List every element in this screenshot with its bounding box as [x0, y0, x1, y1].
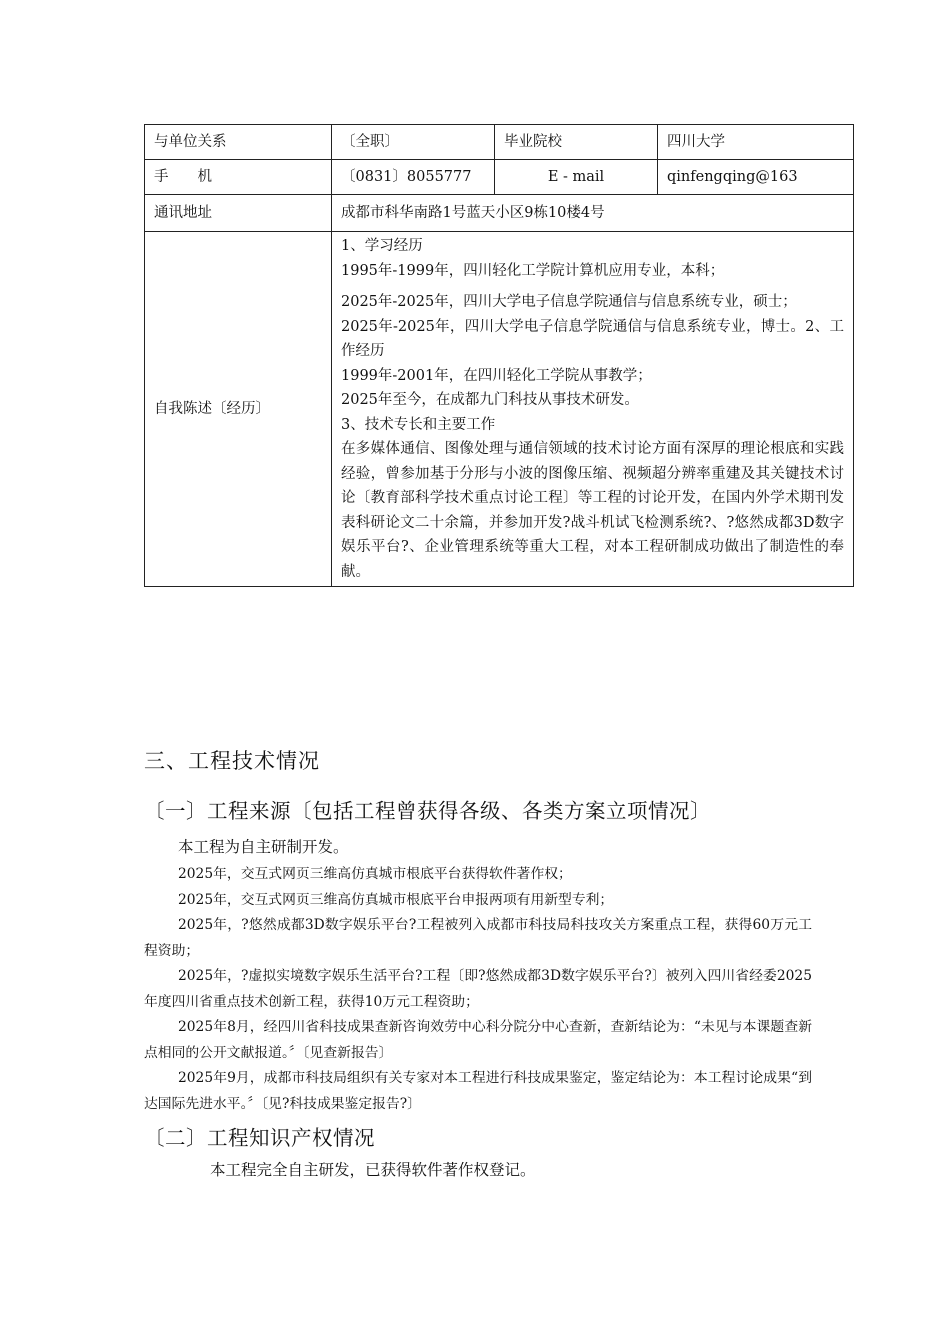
paragraph: 2025年，?虚拟实境数字娱乐生活平台?工程〔即?悠然成都3D数字娱乐平台?〕被列入四川省经委2025年度四川省重点技术创新工程，获得10万元工程资助； — [144, 968, 812, 1010]
personal-info-table — [144, 124, 854, 587]
school-value: 四川大学 — [658, 125, 854, 160]
resume-line: 2025年至今，在成都九门科技从事技术研发。 — [341, 392, 639, 408]
paragraph: 2025年，交互式网页三维高仿真城市根底平台申报两项有用新型专利； — [178, 891, 614, 908]
resume-line: 2025年-2025年，四川大学电子信息学院通信与信息系统专业，博士。2、工作经历 — [341, 318, 844, 359]
subsection-title: 〔二〕工程知识产权情况 — [144, 1126, 375, 1150]
address-value: 成都市科华南路1号蓝天小区9栋10楼4号 — [332, 195, 854, 232]
email-value: qinfengqing@163 — [658, 160, 854, 195]
section-title: 三、工程技术情况 — [144, 749, 320, 773]
resume-line: 1995年-1999年，四川轻化工学院计算机应用专业，本科； — [341, 262, 725, 279]
resume-content — [332, 232, 854, 587]
table-row — [145, 160, 854, 195]
paragraph: 本工程完全自主研发，已获得软件著作权登记。 — [210, 1161, 536, 1179]
table-row — [145, 232, 854, 587]
subsection-title: 〔一〕工程来源〔包括工程曾获得各级、各类方案立项情况〕 — [144, 799, 711, 823]
resume-line: 1、学习经历 — [341, 238, 423, 254]
paragraph: 2025年，?悠然成都3D数字娱乐平台?工程被列入成都市科技局科技攻关方案重点工程，获得60万元工程资助； — [144, 917, 812, 959]
resume-line: 2025年-2025年，四川大学电子信息学院通信与信息系统专业，硕士； — [341, 294, 797, 310]
relation-value: 〔全职〕 — [332, 125, 495, 160]
resume-label: 自我陈述〔经历〕 — [145, 232, 332, 587]
resume-line: 在多媒体通信、图像处理与通信领域的技术讨论方面有深厚的理论根底和实践经验，曾参加基于分形与小波的图像压缩、视频超分辨率重建及其关键技术讨论〔教育部科学技术重点讨论工程〕等工程的讨论开发，在国内外学术期刊发表科研论文二十余篇，并参加开发?战斗机试飞检测系统?、?悠然成都3D数字娱乐平台?、企业管理系统等重大工程，对本工程研制成功做出了制造性的奉献。 — [341, 441, 844, 580]
table-row — [145, 125, 854, 160]
paragraph: 2025年，交互式网页三维高仿真城市根底平台获得软件著作权； — [178, 866, 572, 882]
paragraph: 2025年9月，成都市科技局组织有关专家对本工程进行科技成果鉴定，鉴定结论为：本工程讨论成果“到达国际先进水平。〞〔见?科技成果鉴定报告?〕 — [144, 1070, 812, 1112]
address-label: 通讯地址 — [145, 195, 332, 232]
paragraph: 本工程为自主研制开发。 — [178, 838, 349, 856]
table-row — [145, 195, 854, 232]
school-label: 毕业院校 — [495, 125, 658, 160]
project-source-body — [144, 833, 812, 1117]
resume-line: 3、技术专长和主要工作 — [341, 416, 496, 433]
email-label: E - mail — [495, 160, 658, 195]
phone-value: 〔0831〕8055777 — [332, 160, 495, 195]
resume-line: 1999年-2001年，在四川轻化工学院从事教学； — [341, 367, 652, 384]
relation-label: 与单位关系 — [145, 125, 332, 160]
paragraph: 2025年8月，经四川省科技成果查新咨询效劳中心科分院分中心查新，查新结论为：“未见与本课题查新点相同的公开文献报道。〞〔见查新报告〕 — [144, 1019, 812, 1061]
phone-label: 手 机 — [145, 160, 332, 195]
